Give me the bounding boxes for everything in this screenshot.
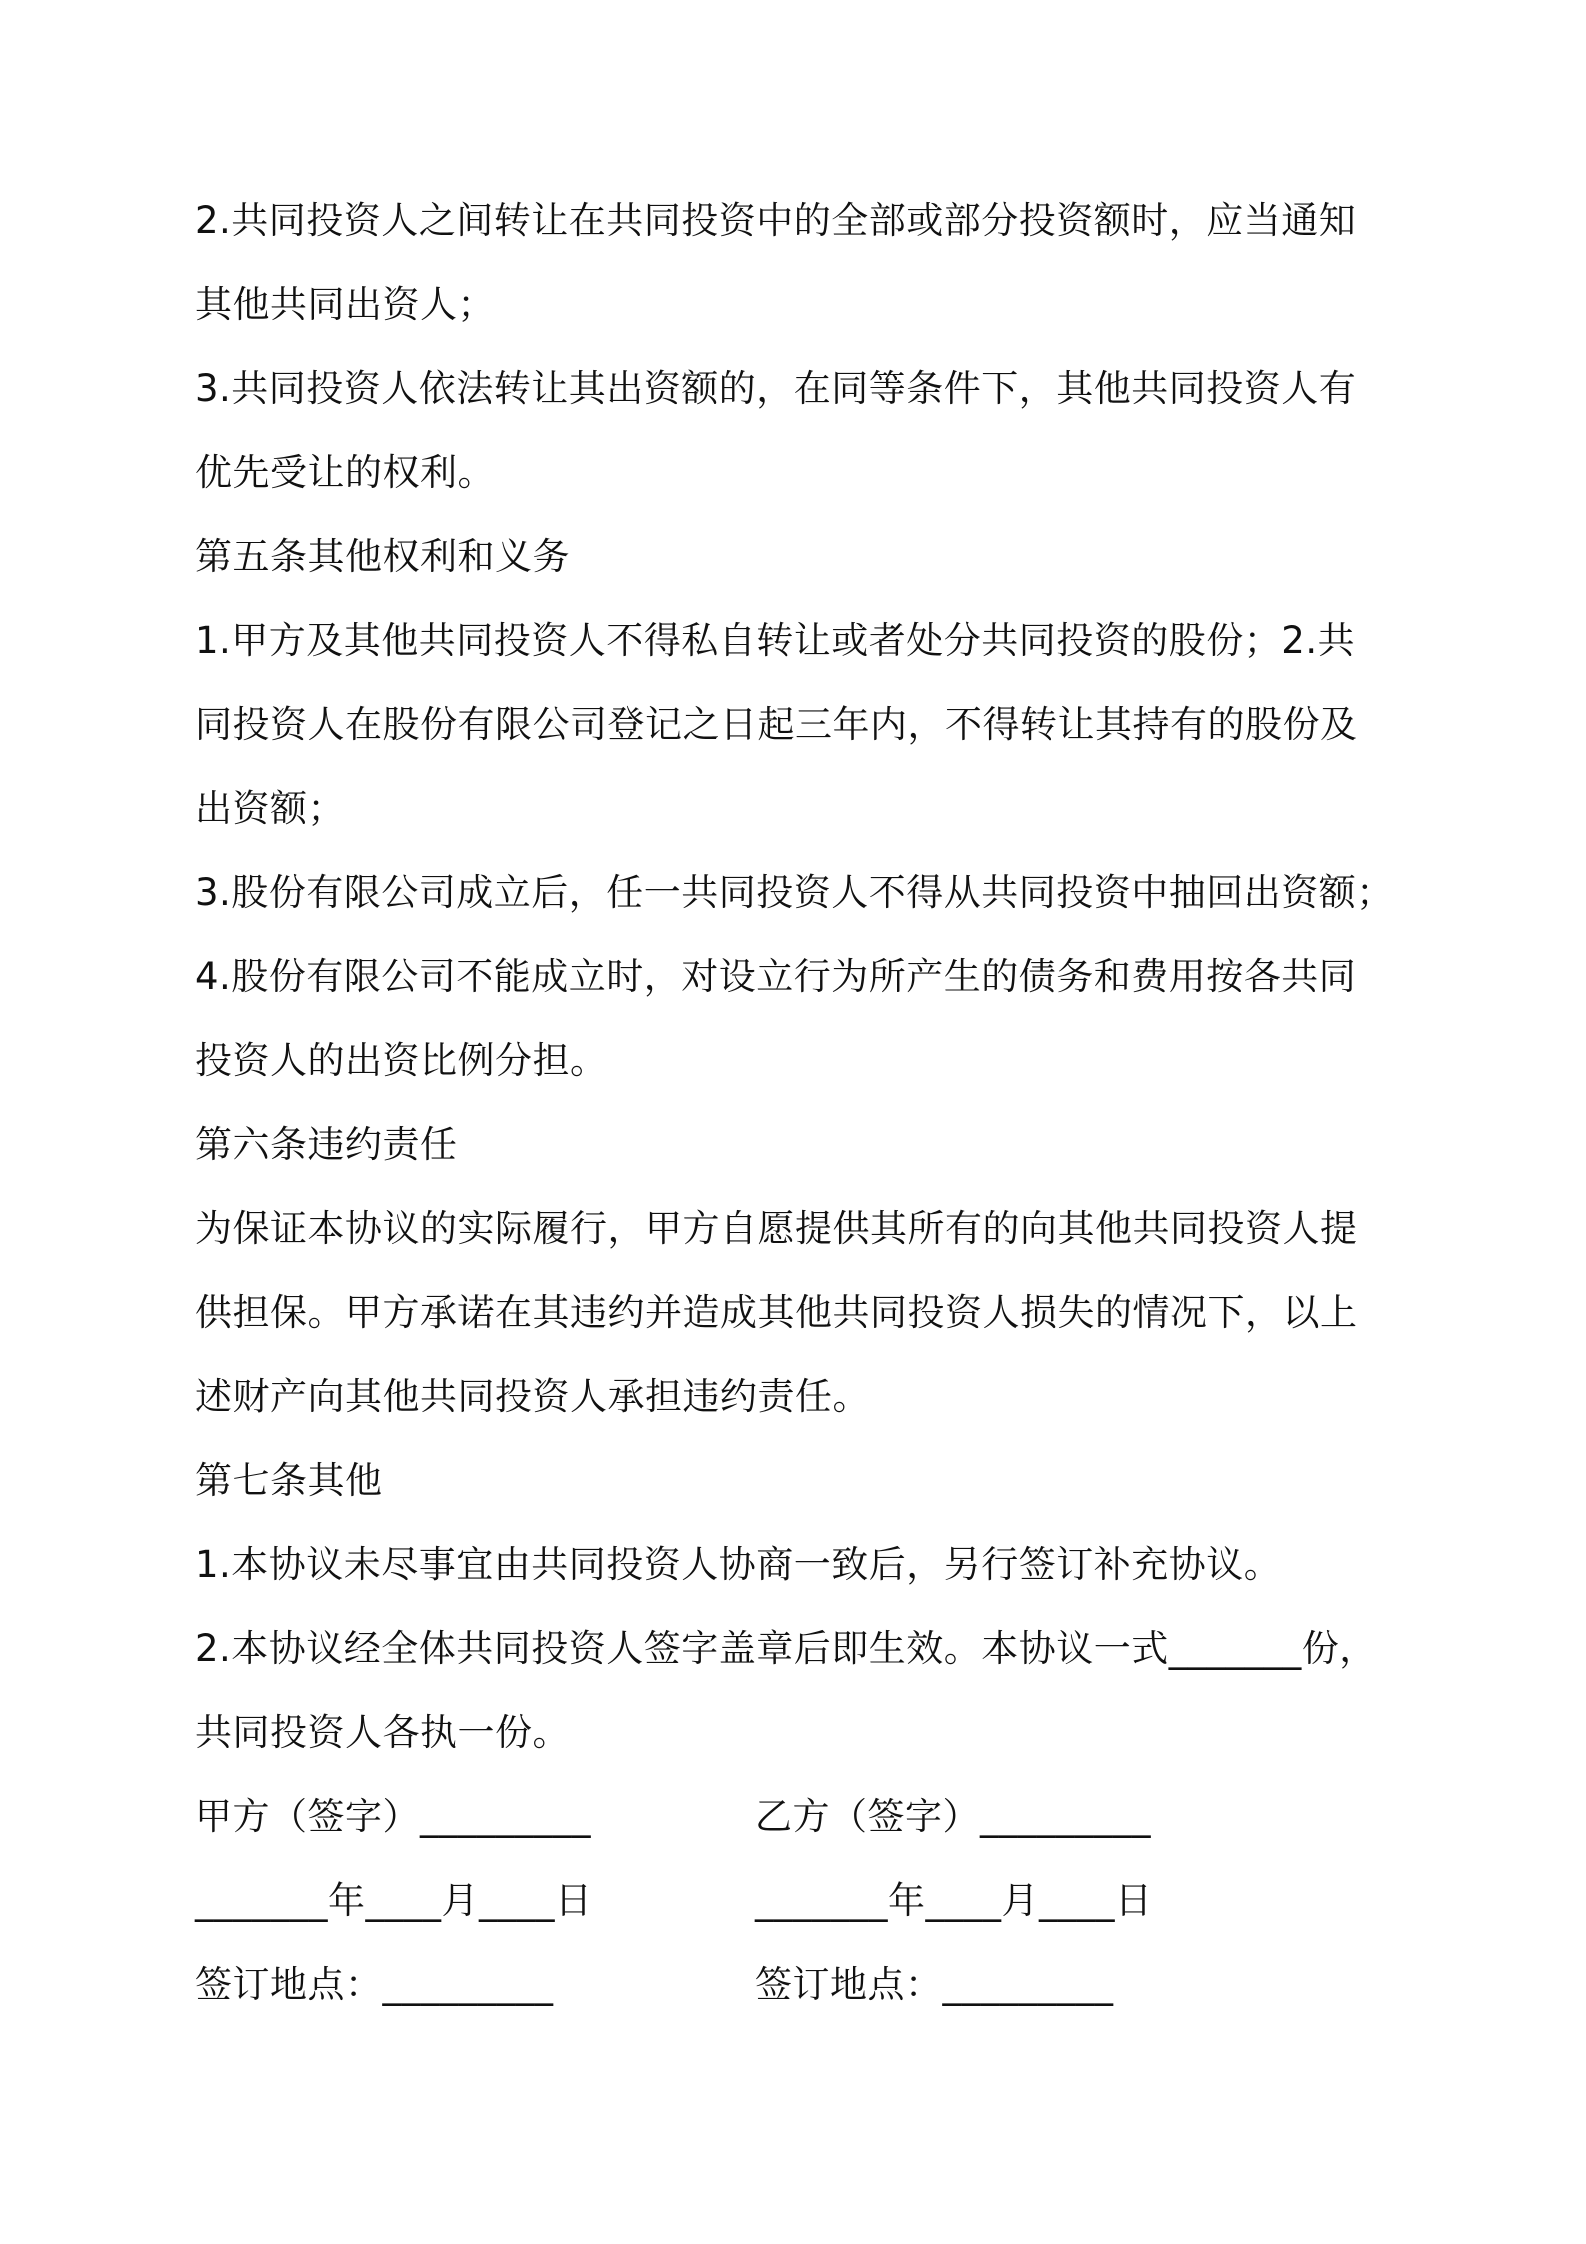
party-a-signature-field: 甲方（签字）_________	[195, 1795, 591, 1838]
paragraph-line: 同投资人在股份有限公司登记之日起三年内，不得转让其持有的股份及	[195, 703, 1358, 746]
paragraph-line: 4.股份有限公司不能成立时，对设立行为所产生的债务和费用按各共同	[195, 955, 1357, 998]
paragraph-line: 其他共同出资人；	[195, 283, 495, 326]
paragraph-line: 述财产向其他共同投资人承担违约责任。	[195, 1375, 870, 1418]
party-b-signature-field: 乙方（签字）_________	[755, 1795, 1151, 1838]
article-heading: 第五条其他权利和义务	[195, 535, 570, 578]
paragraph-line: 1.甲方及其他共同投资人不得私自转让或者处分共同投资的股份；2.共	[195, 619, 1356, 662]
paragraph-line: 投资人的出资比例分担。	[195, 1039, 608, 1082]
paragraph-line: 1.本协议未尽事宜由共同投资人协商一致后，另行签订补充协议。	[195, 1543, 1282, 1586]
article-heading: 第七条其他	[195, 1459, 383, 1502]
article-heading: 第六条违约责任	[195, 1123, 458, 1166]
paragraph-line: 3.股份有限公司成立后，任一共同投资人不得从共同投资中抽回出资额；	[195, 871, 1394, 914]
party-b-place-field: 签订地点：_________	[755, 1963, 1114, 2006]
party-a-place-field: 签订地点：_________	[195, 1963, 554, 2006]
paragraph-line: 3.共同投资人依法转让其出资额的，在同等条件下，其他共同投资人有	[195, 367, 1357, 410]
party-a-date-field: _______年____月____日	[195, 1879, 593, 1922]
paragraph-line: 出资额；	[195, 787, 345, 830]
paragraph-line: 共同投资人各执一份。	[195, 1711, 570, 1754]
paragraph-line: 2.共同投资人之间转让在共同投资中的全部或部分投资额时，应当通知	[195, 199, 1357, 242]
party-b-date-field: _______年____月____日	[755, 1879, 1153, 1922]
paragraph-line: 为保证本协议的实际履行，甲方自愿提供其所有的向其他共同投资人提	[195, 1207, 1358, 1250]
paragraph-line: 供担保。甲方承诺在其违约并造成其他共同投资人损失的情况下，以上	[195, 1291, 1358, 1334]
paragraph-line: 2.本协议经全体共同投资人签字盖章后即生效。本协议一式_______份，	[195, 1627, 1377, 1670]
paragraph-line: 优先受让的权利。	[195, 451, 495, 494]
